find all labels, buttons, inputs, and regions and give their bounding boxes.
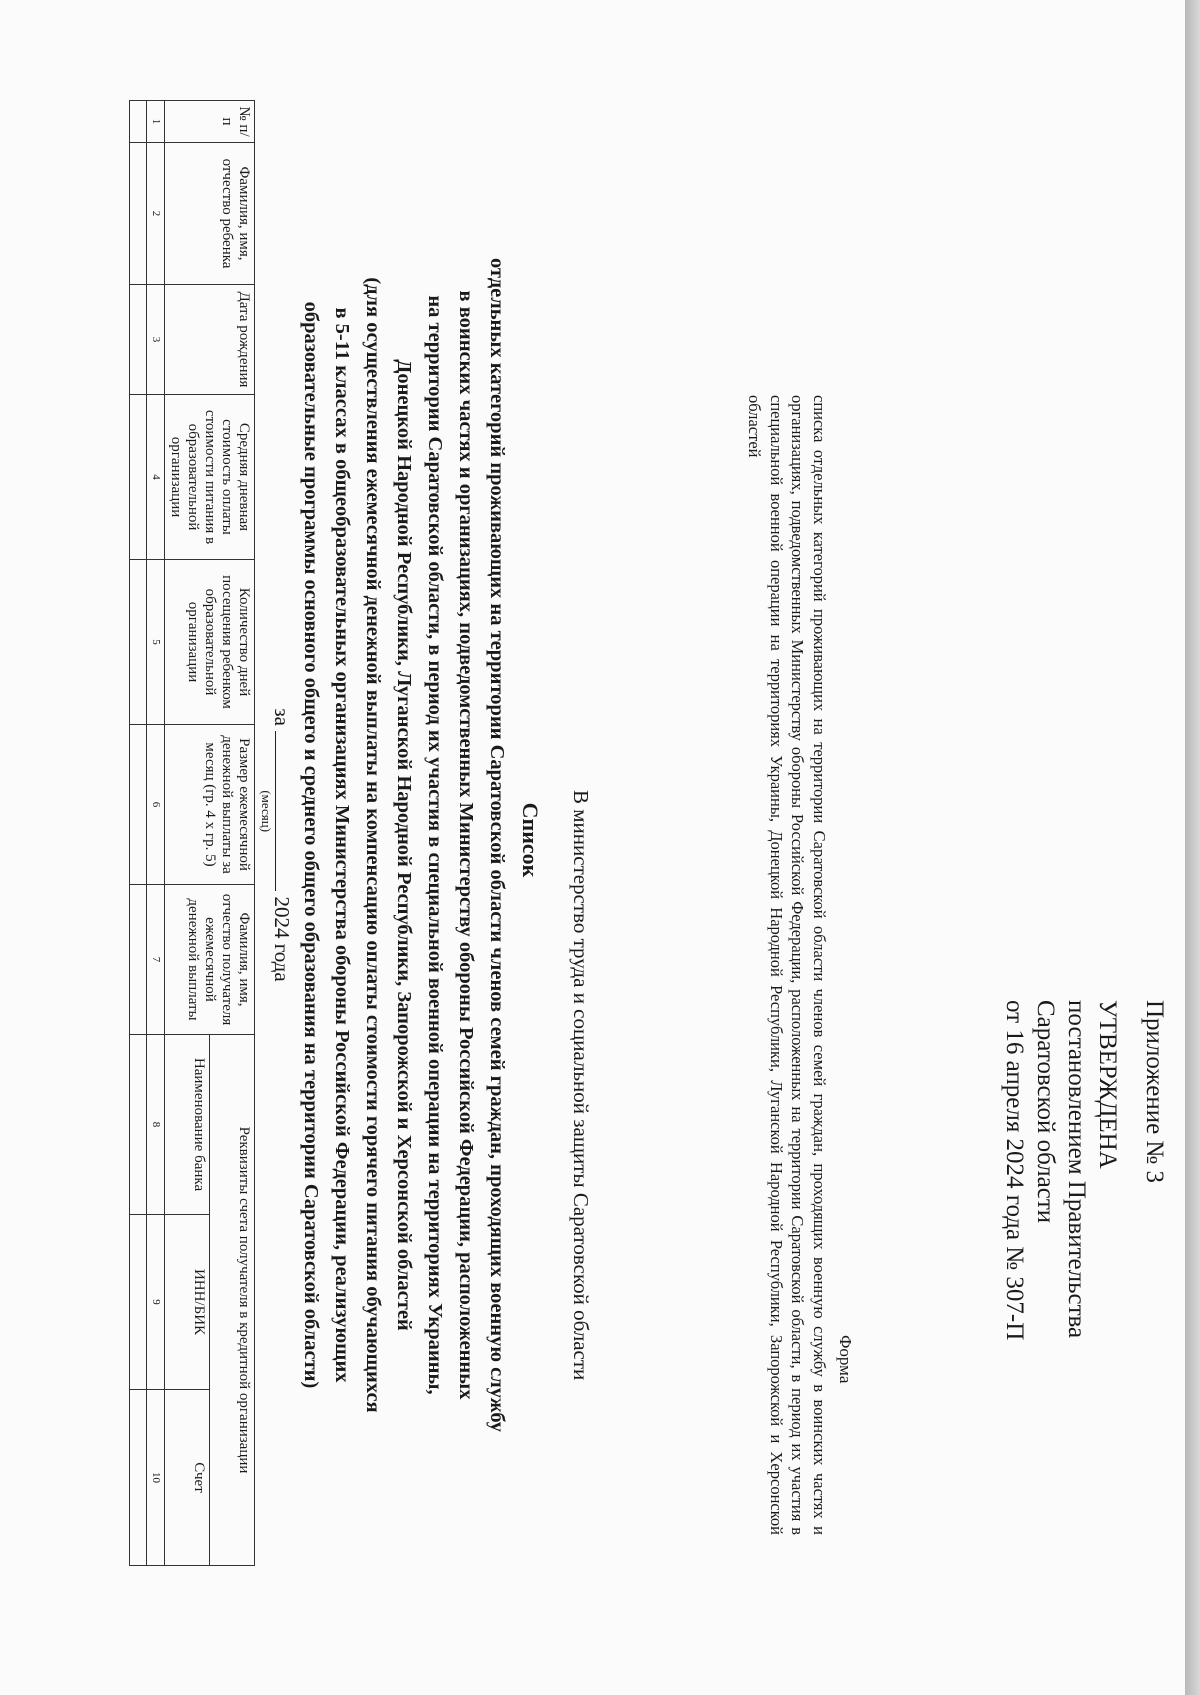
list-lines: [295, 0, 512, 1690]
list-line-4: Донецкой Народной Республики, Луганской Народной Республики, Запорожской и Херсонской областей: [393, 359, 415, 1331]
approval-line-1: постановлением Правительства: [1063, 1000, 1090, 1339]
list-line-3: на территории Саратовской области, в период их участия в специальной военной операции на территориях Украины,: [424, 295, 446, 1395]
header-days-count: Количество дней посещения ребенком образовательной организации: [165, 560, 255, 725]
scan-edge: [1185, 0, 1200, 1695]
header-bank-details: Реквизиты счета получателя в кредитной организации: [210, 1035, 255, 1566]
list-title: Список: [518, 802, 543, 878]
approved-label: УТВЕРЖДЕНА: [1094, 1000, 1121, 1169]
approval-block: [999, 1000, 1170, 1540]
header-birth-date: Дата рождения: [165, 285, 255, 395]
header-daily-cost: Средняя дневная стоимость оплаты стоимости питания в образовательной организации: [165, 395, 255, 560]
list-line-7: образовательные программы основного общего и среднего общего образования на территории Саратовской области): [300, 301, 322, 1389]
form-description: списка отдельных категорий проживающих на территории Саратовской области членов семей граждан, проходящих военную службу в воинских частях и организациях, подведомственных Министерству обороны Российской Федерации, расположенных на территории Саратовской области, в период их участия в специальной военной операции на территориях Украины, Донецкой Народной Республики, Луганской Народной Республики, Запорожской и Херсонской областей: [745, 395, 829, 1535]
col-num-8: 8: [147, 1035, 165, 1215]
table-header-row: [210, 101, 255, 1566]
approval-line-3: от 16 апреля 2024 года № 307-П: [1001, 1000, 1028, 1341]
header-inn-bik: ИНН/БИК: [165, 1215, 210, 1390]
column-number-row: [147, 101, 165, 1566]
month-hint: (месяц): [259, 790, 274, 833]
header-account: Счет: [165, 1390, 210, 1566]
col-num-7: 7: [147, 885, 165, 1035]
period-line: [259, 0, 295, 1690]
approval-line-2: Саратовской области: [1032, 1000, 1059, 1224]
col-num-10: 10: [147, 1390, 165, 1566]
month-blank: [259, 731, 295, 891]
list-line-6: в 5-11 классах в общеобразовательных организациях Министерства обороны Российской Федерации, реализующих: [331, 307, 353, 1383]
col-num-5: 5: [147, 560, 165, 725]
ministry-recipient: В министерство труда и социальной защиты Саратовской области: [569, 790, 593, 1381]
header-recipient-name: Фамилия, имя, отчество получателя ежемесячной денежной выплаты: [165, 885, 255, 1035]
list-line-2: в воинских частях и организациях, подведомственных Министерству обороны Российской Федерации, расположенных: [455, 290, 477, 1400]
col-num-3: 3: [147, 285, 165, 395]
header-bank-name: Наименование банка: [165, 1035, 210, 1215]
list-line-1: отдельных категорий проживающих на территории Саратовской области членов семей граждан, проходящих военную службу: [486, 257, 508, 1433]
list-line-5: (для осуществления ежемесячной денежной выплаты на компенсацию оплаты стоимости горячего питания обучающихся: [362, 277, 384, 1413]
table-row: [130, 101, 147, 1566]
period-prefix: за: [270, 708, 294, 726]
col-num-6: 6: [147, 725, 165, 885]
appendix-number: Приложение № 3: [1141, 1000, 1168, 1184]
col-num-9: 9: [147, 1215, 165, 1390]
period-suffix: 2024 года: [270, 896, 294, 982]
header-number: № п/п: [165, 101, 255, 143]
children-table: [129, 100, 255, 1566]
col-num-4: 4: [147, 395, 165, 560]
col-num-1: 1: [147, 101, 165, 143]
col-num-2: 2: [147, 143, 165, 285]
form-title: Форма: [836, 1335, 855, 1384]
header-payment-size: Размер ежемесячной денежной выплаты за месяц (гр. 4 х гр. 5): [165, 725, 255, 885]
header-child-name: Фамилия, имя, отчество ребенка: [165, 143, 255, 285]
